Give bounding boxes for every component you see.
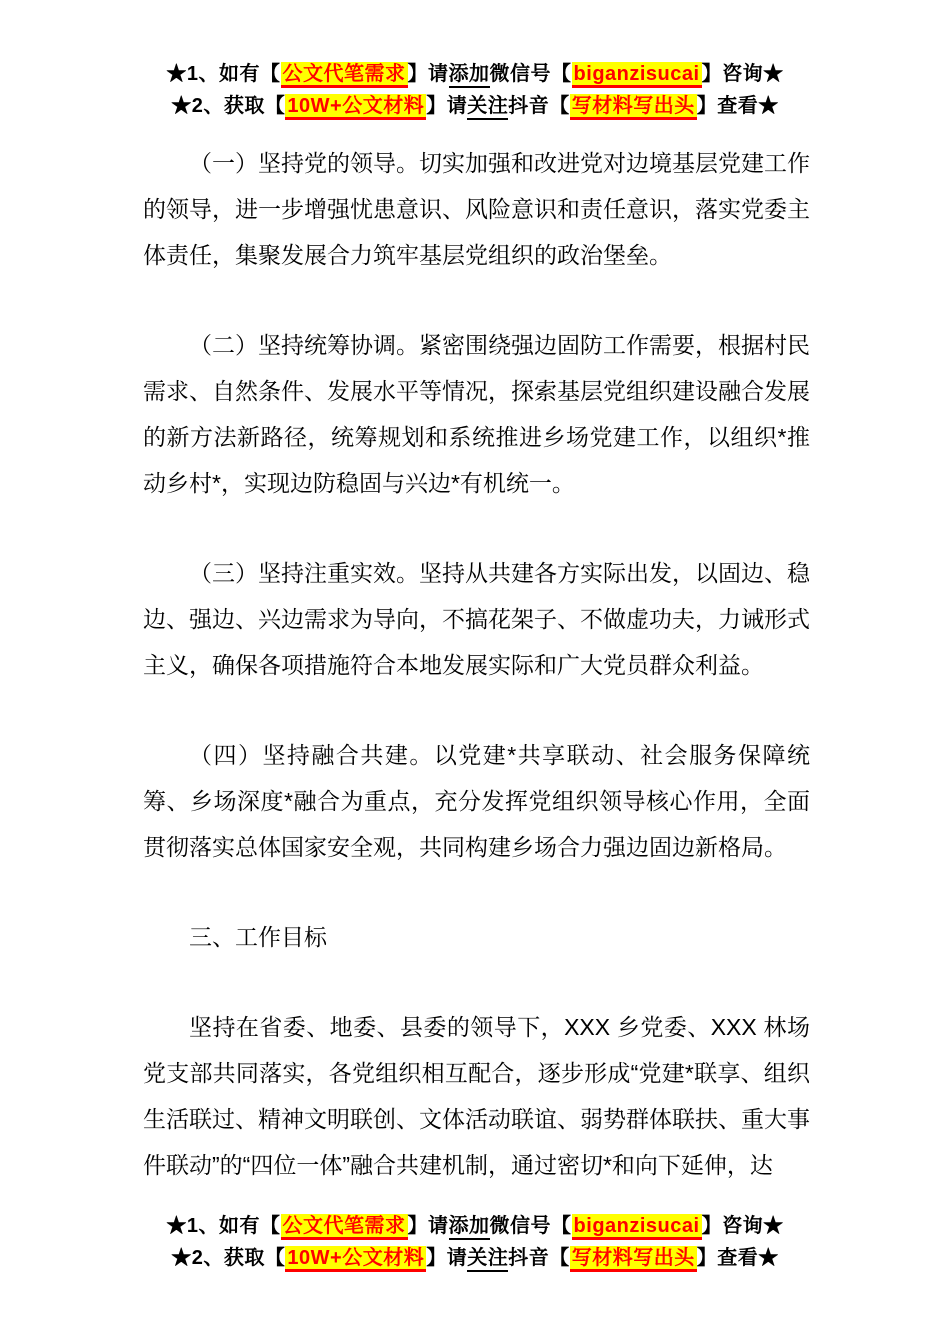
promo-line-2 [0, 1242, 950, 1274]
promo-text: ★1、如有【 [166, 1215, 281, 1237]
promo-text: 】请 [407, 63, 449, 85]
promo-line-2 [0, 90, 950, 122]
promo-underline-follow: 关注 [467, 95, 508, 120]
promo-line-1 [0, 1210, 950, 1242]
paragraph-work-goals: 坚持在省委、地委、县委的领导下，XXX 乡党委、XXX 林场党支部共同落实，各党组织相互配合，逐步形成“党建*联享、组织生活联过、精神文明联创、文体活动联谊、弱势群体联扶、重大事件联动”的“四位一体”融合共建机制，通过密切*和向下延伸，达 [143, 1014, 810, 1178]
promo-highlight-materials: 10W+公文材料 [285, 94, 426, 120]
promo-text: 抖音【 [508, 1247, 570, 1269]
promo-text: 微信号【 [489, 1215, 572, 1237]
paragraph-principle-2: （二）坚持统筹协调。紧密围绕强边固防工作需要，根据村民需求、自然条件、发展水平等情况，探索基层党组织建设融合发展的新方法新路径，统筹规划和系统推进乡场党建工作，以组织*推动乡村*，实现边防稳固与兴边*有机统一。 [143, 332, 810, 496]
footer-promo-banner [0, 1210, 950, 1274]
promo-highlight-wechat-id: biganzisucai [572, 62, 702, 88]
paragraph-principle-3: （三）坚持注重实效。坚持从共建各方实际出发，以固边、稳边、强边、兴边需求为导向，不搞花架子、不做虚功夫，力诫形式主义，确保各项措施符合本地发展实际和广大党员群众利益。 [143, 560, 810, 678]
paragraph-principle-4: （四）坚持融合共建。以党建*共享联动、社会服务保障统筹、乡场深度*融合为重点，充分发挥党组织领导核心作用，全面贯彻落实总体国家安全观，共同构建乡场合力强边固边新格局。 [143, 742, 810, 860]
section-heading-work-goals: 三、工作目标 [189, 924, 327, 950]
paragraph-principle-1: （一）坚持党的领导。切实加强和改进党对边境基层党建工作的领导，进一步增强忧患意识、风险意识和责任意识，落实党委主体责任，集聚发展合力筑牢基层党组织的政治堡垒。 [143, 150, 810, 268]
promo-highlight-douyin-id: 写材料写出头 [570, 1246, 697, 1272]
promo-text: ★1、如有【 [166, 63, 281, 85]
promo-text: 】请 [407, 1215, 449, 1237]
promo-text: ★2、获取【 [171, 1247, 286, 1269]
promo-text: 】咨询★ [701, 1215, 784, 1237]
promo-highlight-douyin-id: 写材料写出头 [570, 94, 697, 120]
promo-underline-add: 添加 [449, 1215, 490, 1240]
promo-text: 】请 [426, 95, 468, 117]
promo-text: 】请 [426, 1247, 468, 1269]
promo-text: 】查看★ [696, 1247, 779, 1269]
promo-text: 】查看★ [696, 95, 779, 117]
promo-text: ★2、获取【 [171, 95, 286, 117]
promo-line-1 [0, 58, 950, 90]
document-body [143, 140, 810, 1188]
promo-underline-add: 添加 [449, 63, 490, 88]
promo-highlight-materials: 10W+公文材料 [285, 1246, 426, 1272]
promo-highlight-service: 公文代笔需求 [281, 1214, 408, 1240]
header-promo-banner [0, 0, 950, 122]
promo-text: 】咨询★ [701, 63, 784, 85]
promo-highlight-wechat-id: biganzisucai [572, 1214, 702, 1240]
promo-highlight-service: 公文代笔需求 [281, 62, 408, 88]
promo-text: 微信号【 [489, 63, 572, 85]
promo-underline-follow: 关注 [467, 1247, 508, 1272]
promo-text: 抖音【 [508, 95, 570, 117]
